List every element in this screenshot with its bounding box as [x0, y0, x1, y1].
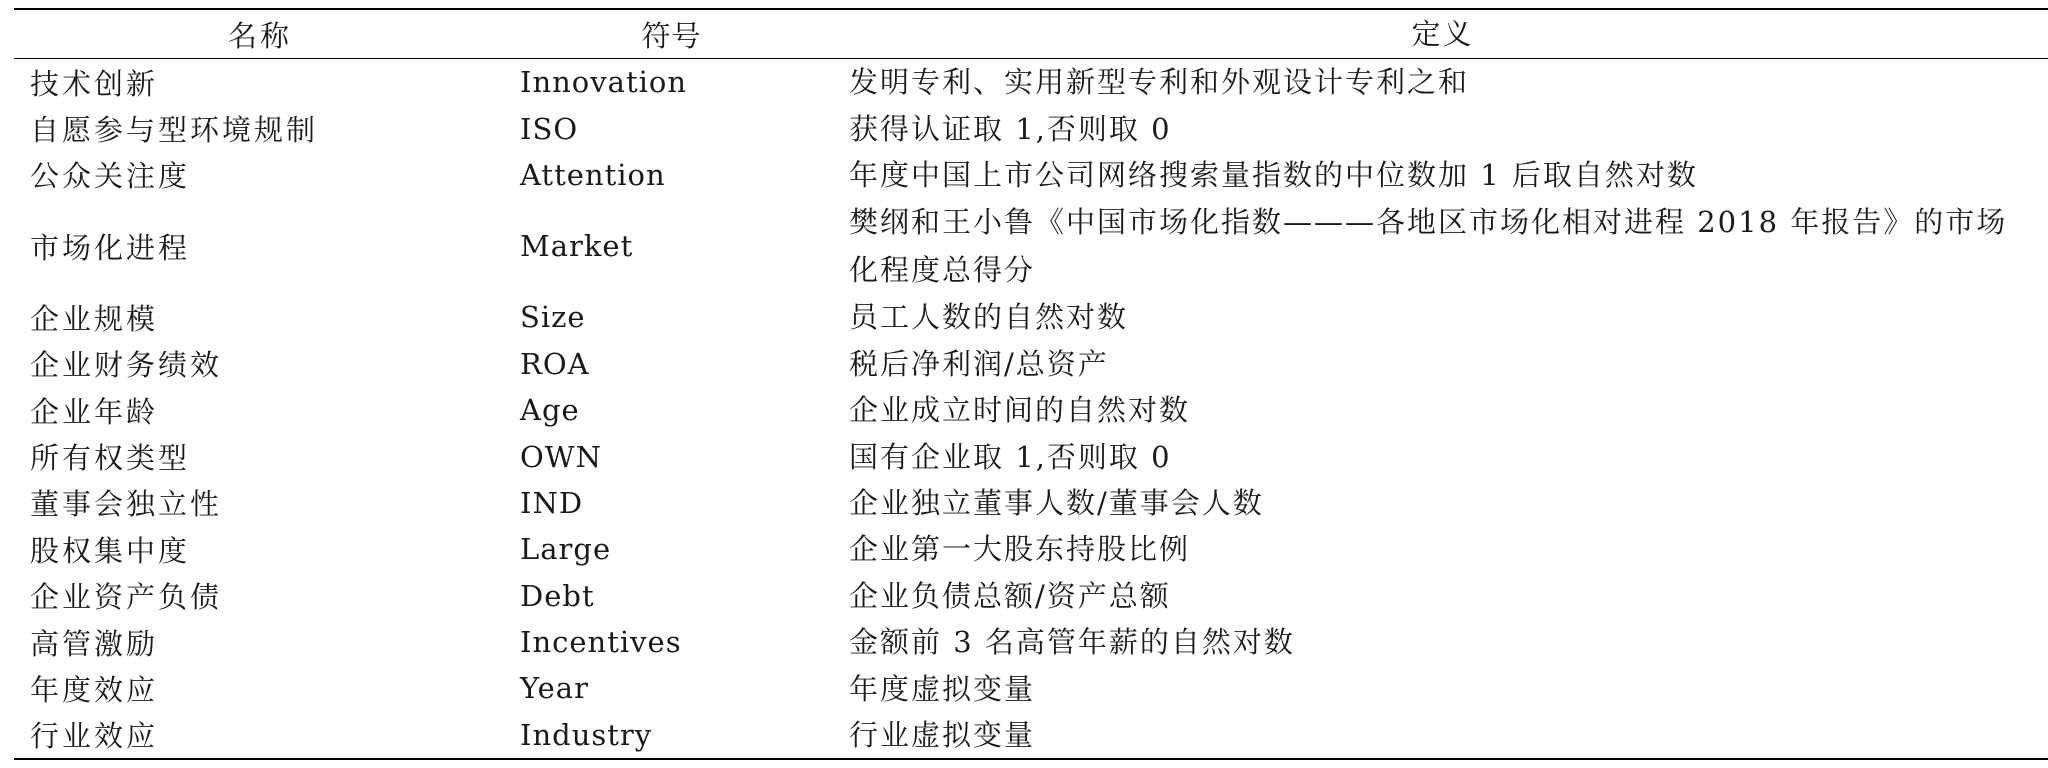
cell-symbol: Industry — [520, 717, 653, 752]
cell-symbol: ROA — [520, 346, 590, 381]
cell-symbol: Market — [520, 229, 634, 264]
variable-definition-table — [14, 8, 2048, 760]
header-symbol: 符号 — [641, 18, 702, 53]
cell-definition: 企业第一大股东持股比例 — [849, 532, 1191, 567]
cell-name: 技术创新 — [30, 66, 159, 101]
cell-name: 公众关注度 — [30, 159, 191, 194]
cell-definition: 国有企业取 1,否则取 0 — [849, 439, 1172, 474]
cell-name: 企业年龄 — [30, 394, 159, 429]
table-row — [14, 198, 2048, 294]
cell-symbol: Attention — [520, 157, 666, 192]
cell-name: 企业财务绩效 — [30, 348, 223, 383]
table-row — [14, 341, 2048, 387]
cell-definition: 获得认证取 1,否则取 0 — [849, 111, 1172, 146]
cell-symbol: Year — [520, 671, 589, 706]
cell-symbol: Large — [520, 532, 612, 567]
cell-name: 行业效应 — [30, 719, 159, 754]
table-row — [14, 480, 2048, 526]
header-name: 名称 — [227, 18, 292, 53]
cell-definition: 企业独立董事人数/董事会人数 — [849, 485, 1264, 520]
cell-name: 所有权类型 — [30, 441, 191, 476]
cell-definition: 员工人数的自然对数 — [849, 300, 1129, 335]
table-row — [14, 152, 2048, 198]
table-row — [14, 59, 2048, 105]
table-row — [14, 712, 2048, 758]
cell-name: 高管激励 — [30, 626, 159, 661]
cell-name: 市场化进程 — [30, 230, 191, 265]
cell-name: 年度效应 — [30, 672, 159, 707]
cell-definition: 金额前 3 名高管年薪的自然对数 — [849, 625, 1295, 660]
cell-definition: 年度中国上市公司网络搜索量指数的中位数加 1 后取自然对数 — [849, 157, 1698, 192]
cell-name: 企业规模 — [30, 301, 159, 336]
header-definition: 定义 — [1411, 17, 1474, 51]
cell-symbol: OWN — [520, 439, 602, 474]
cell-symbol: IND — [520, 485, 584, 520]
table-row — [14, 619, 2048, 665]
table-row — [14, 573, 2048, 619]
cell-name: 股权集中度 — [30, 533, 191, 568]
cell-symbol: ISO — [520, 111, 579, 146]
cell-name: 自愿参与型环境规制 — [30, 113, 319, 148]
table-row — [14, 105, 2048, 151]
table-row — [14, 665, 2048, 711]
cell-definition: 行业虚拟变量 — [849, 717, 1036, 752]
cell-definition: 企业负债总额/资产总额 — [849, 578, 1171, 613]
cell-symbol: Size — [520, 300, 586, 335]
cell-symbol: Incentives — [520, 625, 682, 660]
table-row — [14, 526, 2048, 572]
cell-definition: 税后净利润/总资产 — [849, 346, 1109, 381]
cell-definition: 樊纲和王小鲁《中国市场化指数———各地区市场化相对进程 2018 年报告》的市场化程度总得分 — [849, 205, 2008, 288]
table-row — [14, 433, 2048, 479]
cell-definition: 发明专利、实用新型专利和外观设计专利之和 — [849, 65, 1470, 100]
cell-symbol: Innovation — [520, 65, 688, 100]
table-row — [14, 294, 2048, 340]
cell-definition: 企业成立时间的自然对数 — [849, 393, 1191, 428]
table-row — [14, 387, 2048, 433]
table-header — [14, 10, 2048, 58]
cell-definition: 年度虚拟变量 — [849, 671, 1036, 706]
cell-name: 董事会独立性 — [30, 487, 223, 522]
cell-name: 企业资产负债 — [30, 580, 223, 615]
cell-symbol: Age — [520, 393, 580, 428]
cell-symbol: Debt — [520, 578, 595, 613]
